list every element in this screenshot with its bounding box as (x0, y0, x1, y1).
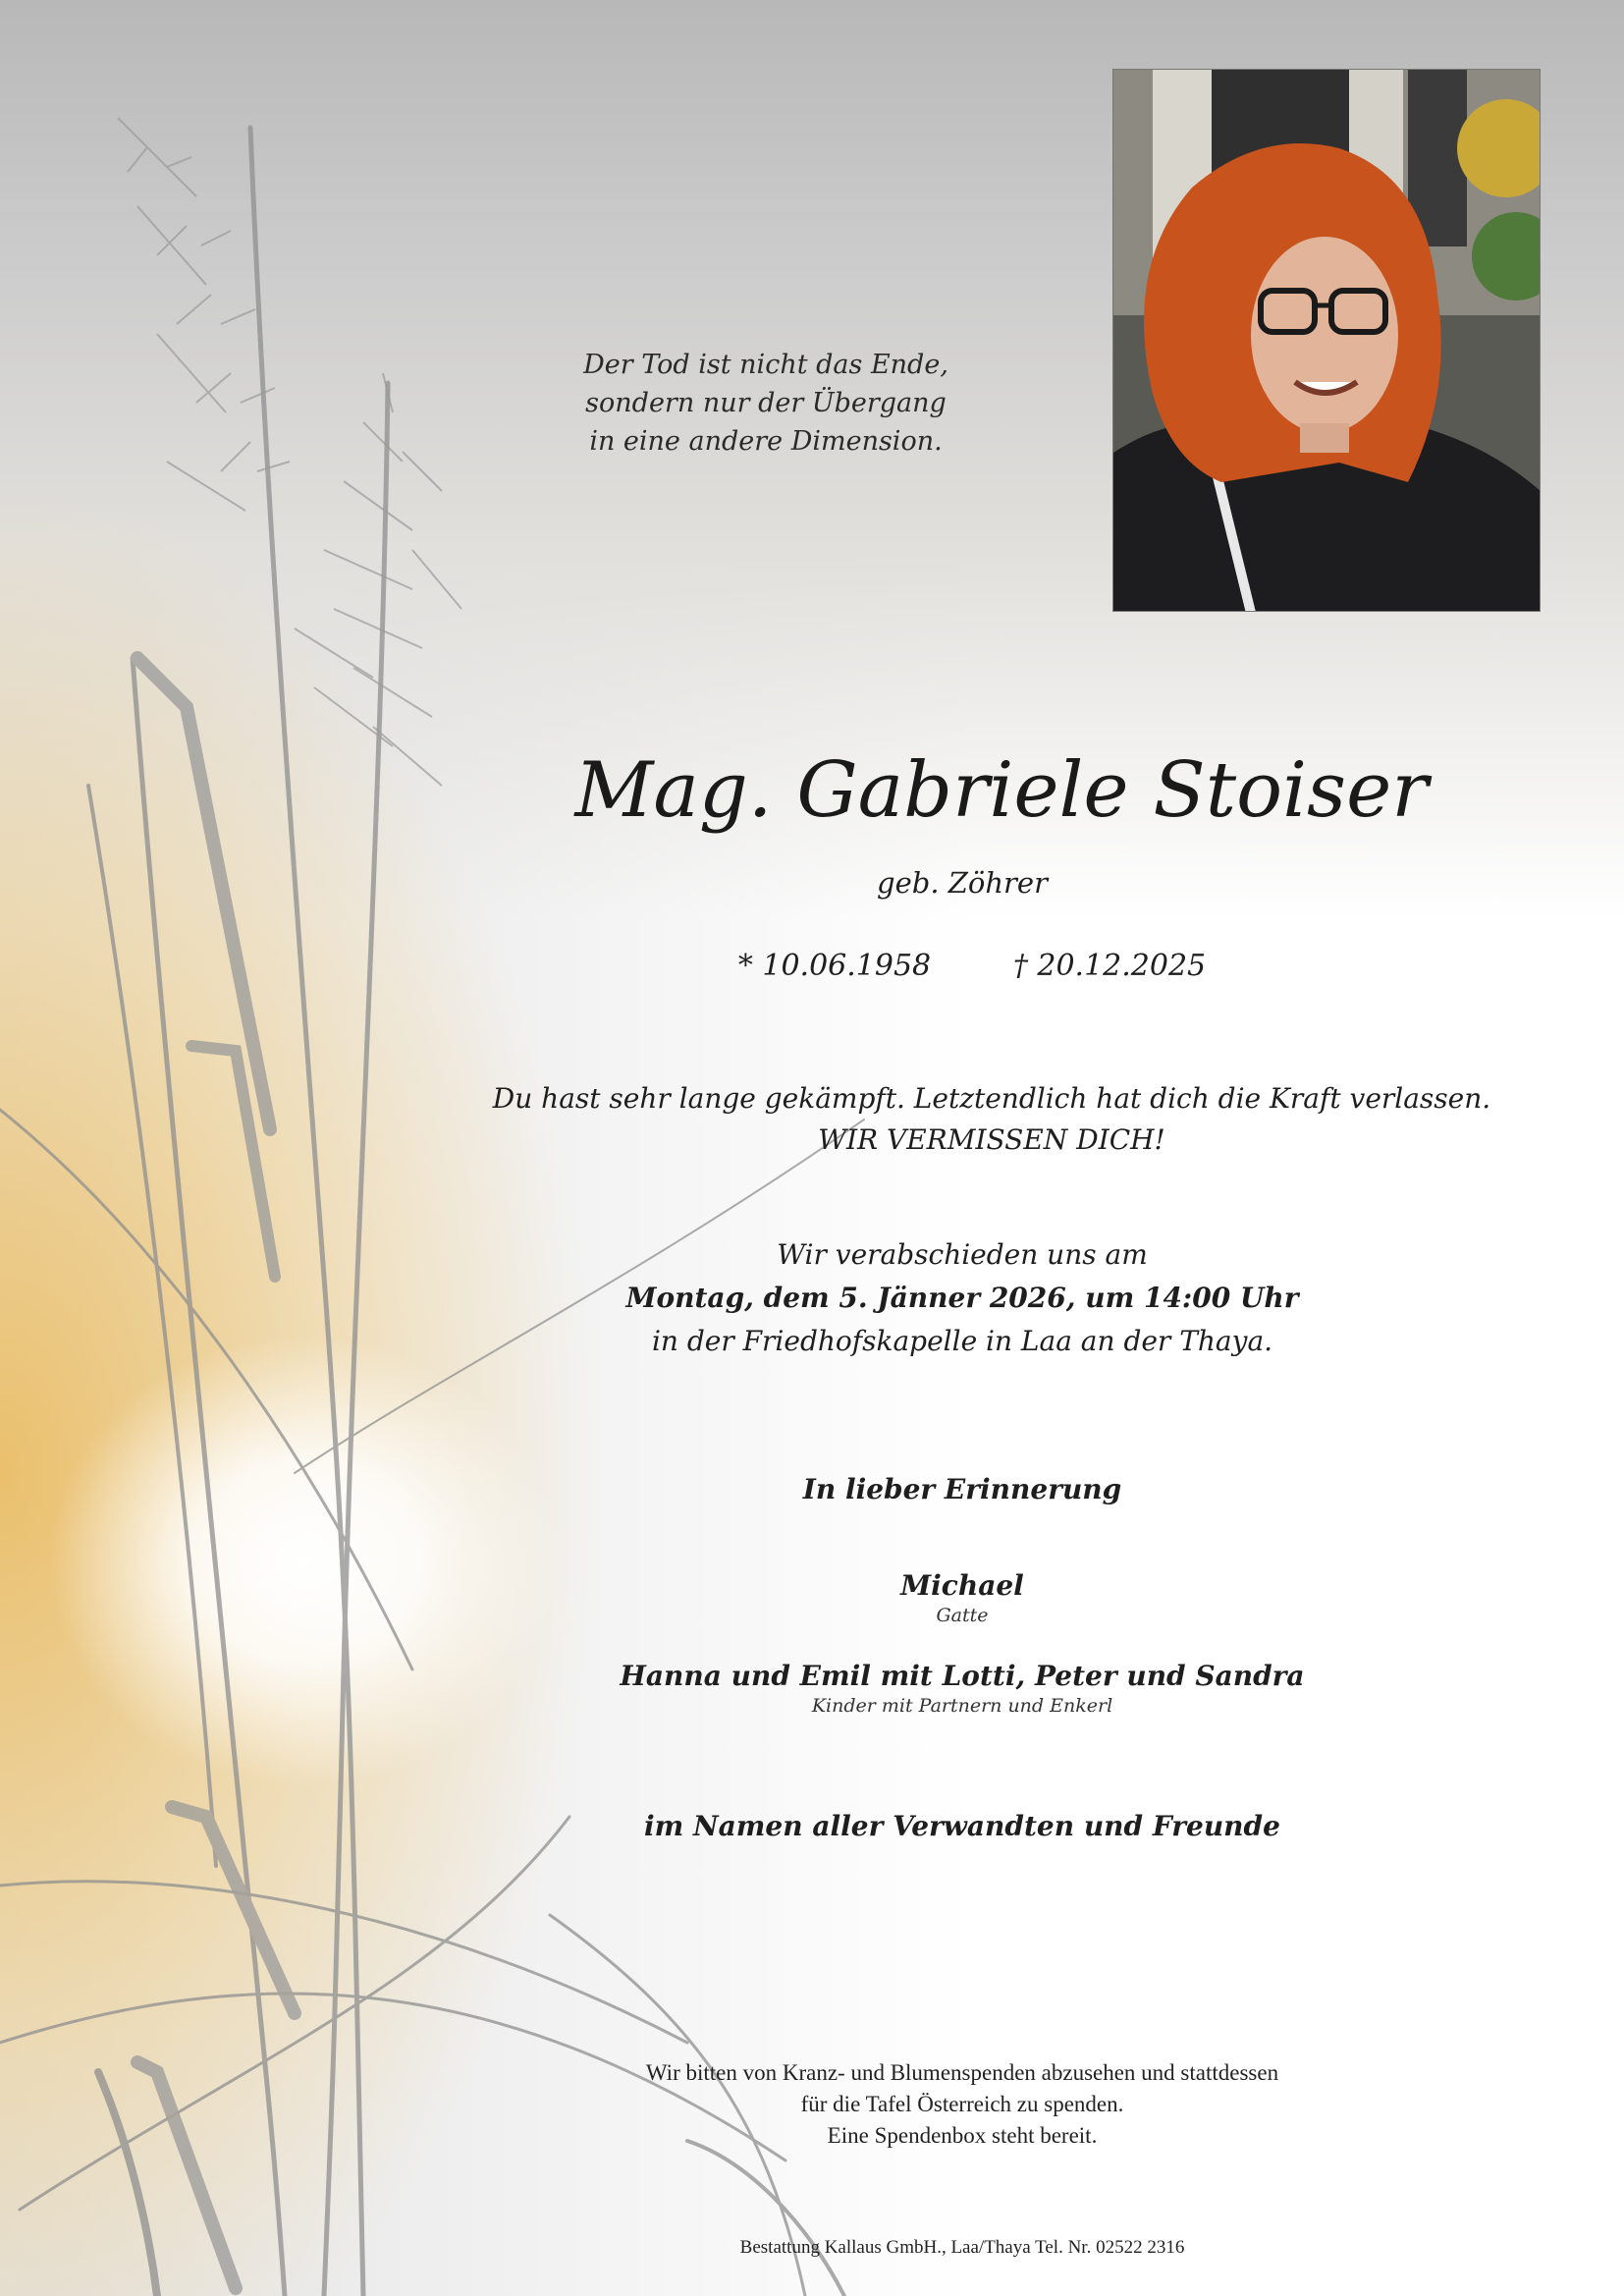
sentence-line: Du hast sehr lange gekämpft. Letztendlich hat dich die Kraft verlassen. (492, 1082, 1491, 1115)
birth-date: * 10.06.1958 (737, 949, 932, 983)
farewell-announcement (569, 1233, 1355, 1363)
memorial-sentence (471, 1078, 1512, 1161)
mourner-entry (569, 1568, 1355, 1627)
mourner-entry (569, 1659, 1355, 1718)
maiden-name: geb. Zöhrer (877, 866, 1048, 900)
request-line: Wir bitten von Kranz- und Blumenspenden abzusehen und stattdessen (645, 2060, 1279, 2085)
farewell-location: in der Friedhofskapelle in Laa an der Thaya. (651, 1325, 1273, 1357)
motto-line: in eine andere Dimension. (589, 426, 943, 457)
motto-line: Der Tod ist nicht das Ende, (583, 350, 948, 380)
farewell-intro: Wir verabschieden uns am (777, 1238, 1148, 1271)
relatives-line: im Namen aller Verwandten und Freunde (644, 1810, 1280, 1842)
request-line: für die Tafel Österreich zu spenden. (800, 2092, 1124, 2116)
memory-heading: In lieber Erinnerung (802, 1473, 1122, 1505)
funeral-home-footer: Bestattung Kallaus GmbH., Laa/Thaya Tel. Nr. 02522 2316 (739, 2237, 1185, 2258)
mourner-name: Michael (900, 1569, 1024, 1602)
portrait-photo (1112, 69, 1541, 612)
mourner-name: Hanna und Emil mit Lotti, Peter und Sandra (620, 1660, 1305, 1692)
request-line: Eine Spendenbox steht bereit. (827, 2123, 1098, 2148)
motto-line: sondern nur der Übergang (585, 388, 947, 418)
sentence-line: WIR VERMISSEN DICH! (818, 1123, 1165, 1156)
motto-quote (550, 346, 982, 461)
deceased-name: Mag. Gabriele Stoiser (574, 746, 1429, 835)
mourner-relation: Gatte (936, 1605, 989, 1626)
death-date: † 20.12.2025 (1012, 949, 1207, 983)
mourner-relation: Kinder mit Partnern und Enkerl (811, 1695, 1113, 1717)
farewell-datetime: Montag, dem 5. Jänner 2026, um 14:00 Uhr (625, 1282, 1299, 1314)
donation-request (491, 2057, 1434, 2152)
